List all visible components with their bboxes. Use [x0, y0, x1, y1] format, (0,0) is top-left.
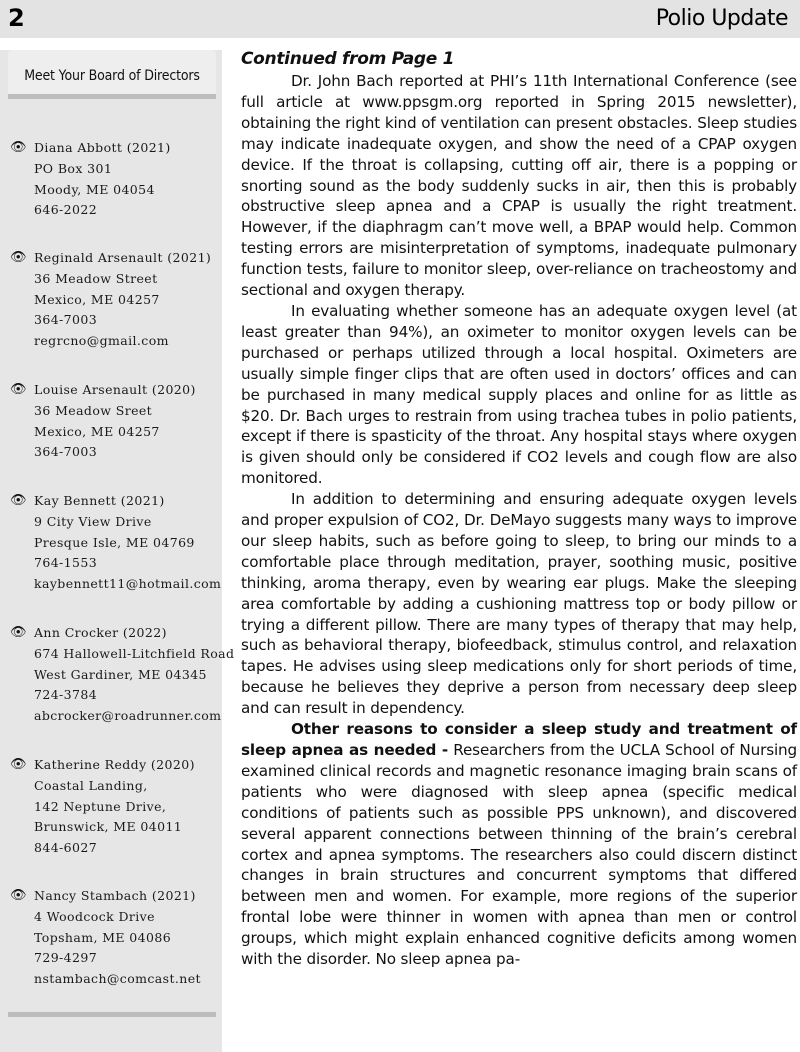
eye-bullet-icon: 👁︎	[10, 140, 27, 155]
director-entry	[8, 886, 222, 990]
paragraph-sleep-study	[241, 719, 797, 970]
director-name: Reginald Arsenault (2021)	[34, 250, 212, 265]
director-entry	[8, 380, 222, 463]
eye-bullet-icon: 👁︎	[10, 625, 27, 640]
paragraph-lead-heading: Other reasons to consider a sleep study and treatment of sleep apnea as needed -	[241, 720, 797, 759]
paragraph-sleep-study-text: Researchers from the UCLA School of Nursing examined clinical records and magnetic resonance imaging brain scans of patients who were diagnosed with sleep apnea (specific medical conditions of patients such as possible PPS unknown), and discovered several apparent connections between thinning of the brain’s cerebral cortex and apnea symptoms. The researchers also could discern distinct changes in brain structures and concurrent symptoms that differed between men and women. For example, more regions of the superior frontal lobe were thinner in women with apnea than men or control groups, which might explain enhanced cognitive deficits among women with the disorder. No sleep apnea pa-	[241, 741, 797, 969]
paragraph-oximeter: In evaluating whether someone has an adequate oxygen level (at least greater than 94%), an oximeter to monitor oxygen levels can be purchased or perhaps utilized through a local hospital. Oximeters are usually simple finger clips that are often used in doctors’ offices and can be purchased in many medical supply places and online for as little as $20. Dr. Bach urges to restrain from using trachea tubes in polio patients, except if there is spasticity of the throat. Any hospital stays where oxygen is given should only be considered if CO2 levels and cough flow are also monitored.	[241, 301, 797, 488]
paragraph-ventilation: Dr. John Bach reported at PHI’s 11th International Conference (see full article at www.ppsgm.org reported in Spring 2015 newsletter), obtaining the right kind of ventilation can present obstacles. Sleep studies may indicate inadequate oxygen, and show the need of a CPAP oxygen device. If the throat is collapsing, cutting off air, there is a popping or snorting sound as the body suddenly sucks in air, then this is probably obstructive sleep apnea and a CPAP is usually the right treatment. However, if the diaphragm can’t move well, a BPAP would help. Common testing errors are misinterpretation of symptoms, inadequate pulmonary function tests, failure to monitor sleep, over-reliance on tracheostomy and sectional and oxygen therapy.	[241, 72, 797, 300]
director-phone: 764-1553	[34, 555, 98, 571]
director-phone: 364-7003	[34, 312, 98, 328]
director-city: Brunswick, ME 04011	[34, 819, 183, 835]
director-phone: 724-3784	[34, 687, 98, 703]
director-address: 36 Meadow Street	[34, 270, 158, 286]
eye-bullet-icon: 👁︎	[10, 493, 27, 508]
director-city: Mexico, ME 04257	[34, 291, 160, 307]
director-city: Topsham, ME 04086	[34, 929, 172, 945]
director-address: 674 Hallowell-Litchfield Road	[34, 645, 235, 661]
director-address: 4 Woodcock Drive	[34, 908, 155, 924]
director-entry	[8, 755, 222, 859]
sidebar-title-box	[8, 50, 216, 96]
director-name: Louise Arsenault (2020)	[34, 382, 196, 397]
eye-bullet-icon: 👁︎	[10, 250, 27, 265]
paragraph-sleep-habits: In addition to determining and ensuring adequate oxygen levels and proper expulsion of CO2, Dr. DeMayo suggests many ways to improve our sleep habits, such as before going to sleep, to bring our minds to a comfortable place through meditation, prayer, soothing music, positive thinking, aroma therapy, even by wearing ear plugs. Make the sleeping area comfortable by adding a cushioning mattress top or body pillow or trying a different pillow. There are many types of therapy that may help, such as behavioral therapy, biofeedback, stimulus control, and relaxation tapes. He advises using sleep medications only for short periods of time, because he believes they deprive a person from necessary deep sleep and can result in dependency.	[241, 490, 797, 718]
director-name: Diana Abbott (2021)	[34, 140, 171, 155]
director-address: PO Box 301	[34, 160, 113, 176]
director-email: nstambach@comcast.net	[34, 971, 201, 987]
sidebar-divider-bottom	[8, 1012, 216, 1017]
director-name: Kay Bennett (2021)	[34, 493, 165, 508]
director-entry	[8, 491, 222, 595]
director-phone: 646-2022	[34, 202, 98, 218]
director-name: Nancy Stambach (2021)	[34, 888, 196, 903]
sidebar-title: Meet Your Board of Directors	[24, 68, 200, 84]
director-city: West Gardiner, ME 04345	[34, 666, 207, 682]
director-address: Coastal Landing,	[34, 777, 148, 793]
director-email: regrcno@gmail.com	[34, 333, 169, 349]
continued-heading: Continued from Page 1	[241, 49, 455, 69]
publication-title: Polio Update	[655, 6, 788, 31]
director-email: abcrocker@roadrunner.com	[34, 708, 222, 724]
board-of-directors-sidebar	[0, 50, 235, 1052]
article-body	[241, 47, 797, 970]
sidebar-divider-top	[8, 94, 216, 99]
director-name: Katherine Reddy (2020)	[34, 757, 195, 772]
page-number: 2	[8, 4, 25, 32]
eye-bullet-icon: 👁︎	[10, 382, 27, 397]
eye-bullet-icon: 👁︎	[10, 757, 27, 772]
director-phone: 729-4297	[34, 950, 98, 966]
director-entry	[8, 138, 222, 221]
director-entry	[8, 248, 222, 352]
director-entry	[8, 623, 235, 727]
director-name: Ann Crocker (2022)	[34, 625, 167, 640]
director-phone: 364-7003	[34, 444, 98, 460]
director-phone: 844-6027	[34, 840, 98, 856]
header-bar	[0, 0, 800, 38]
director-email: kaybennett11@hotmail.com	[34, 576, 222, 592]
director-city: Mexico, ME 04257	[34, 423, 160, 439]
director-city: Presque Isle, ME 04769	[34, 534, 195, 550]
director-address: 9 City View Drive	[34, 513, 152, 529]
director-city: Moody, ME 04054	[34, 181, 155, 197]
director-address: 36 Meadow Sreet	[34, 402, 153, 418]
eye-bullet-icon: 👁︎	[10, 888, 27, 903]
director-city: 142 Neptune Drive,	[34, 798, 167, 814]
